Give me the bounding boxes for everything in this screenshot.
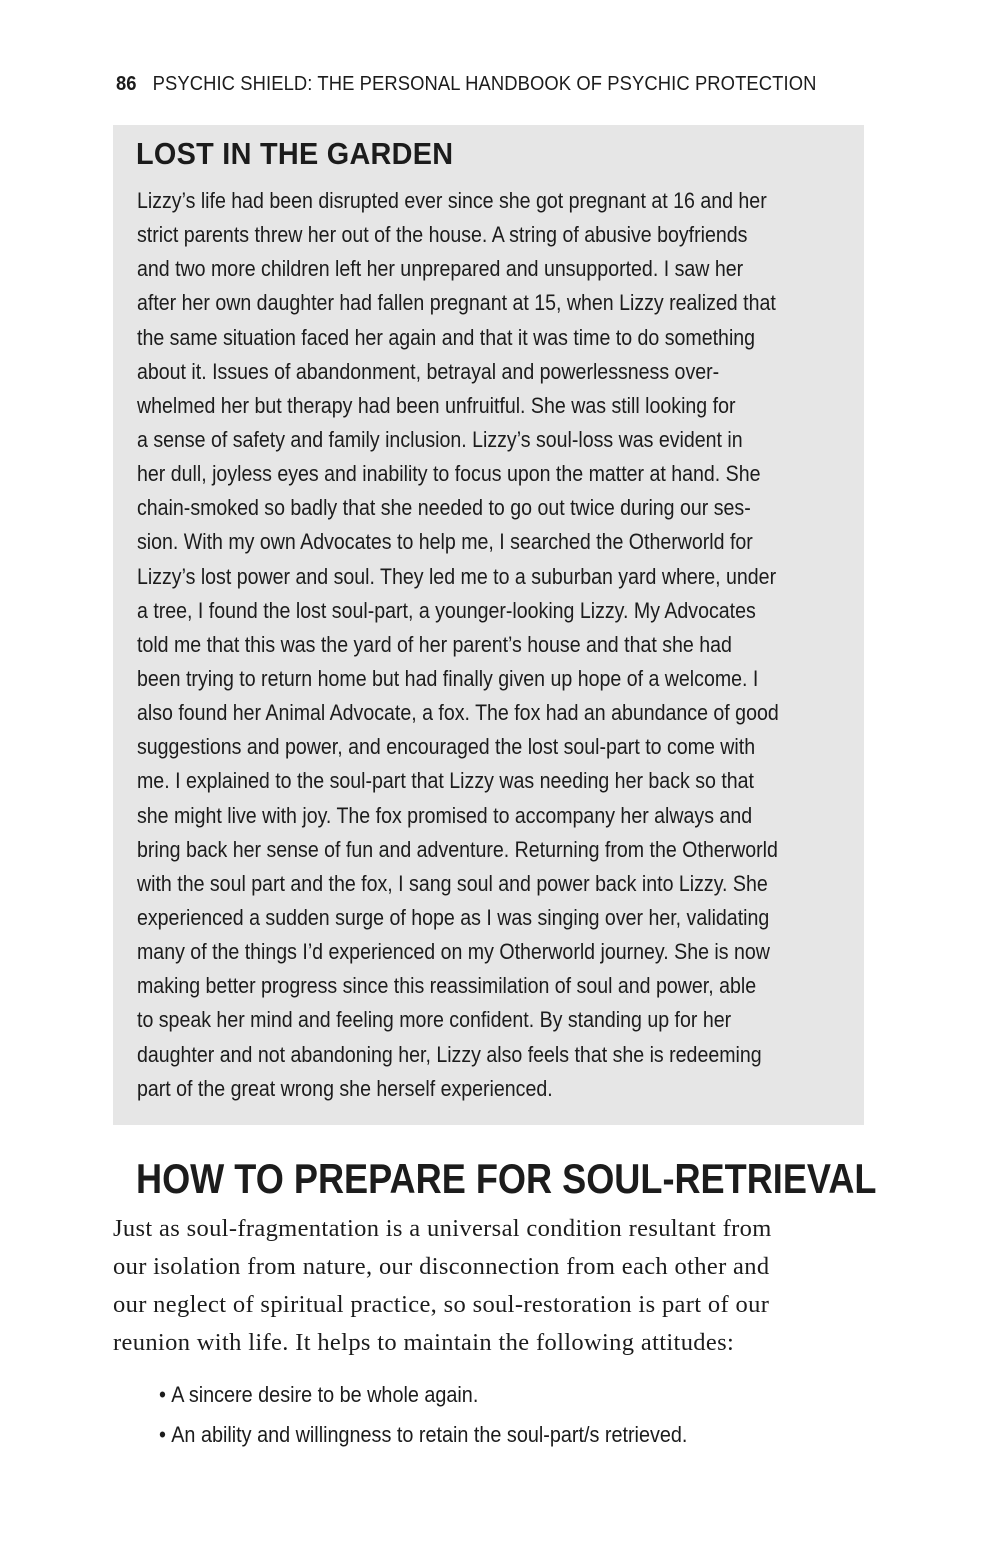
sidebar-text-line: been trying to return home but had finally given up hope of a welcome. I [137, 665, 759, 691]
sidebar-text-line: about it. Issues of abandonment, betrayal and powerlessness over- [137, 358, 720, 384]
bullet-item [159, 1415, 775, 1455]
sidebar-text-line: a tree, I found the lost soul-part, a younger-looking Lizzy. My Advocates [137, 597, 756, 623]
sidebar-text-line: and two more children left her unprepared and unsupported. I saw her [137, 256, 744, 282]
sidebar-body [137, 184, 833, 1106]
book-title: PSYCHIC SHIELD: THE PERSONAL HANDBOOK OF PSYCHIC PROTECTION [152, 73, 817, 95]
sidebar-text-line: told me that this was the yard of her parent’s house and that she had [137, 631, 732, 657]
sidebar-text-line: her dull, joyless eyes and inability to focus upon the matter at hand. She [137, 461, 761, 487]
sidebar-text-line: many of the things I’d experienced on my Otherworld journey. She is now [137, 939, 770, 965]
sidebar-text-line: me. I explained to the soul-part that Lizzy was needing her back so that [137, 768, 754, 794]
section-heading: HOW TO PREPARE FOR SOUL-RETRIEVAL [136, 1155, 877, 1202]
bullet-item [159, 1375, 775, 1415]
case-study-sidebar [113, 125, 864, 1125]
running-head [116, 66, 815, 102]
section-paragraph [113, 1210, 873, 1362]
paragraph-line: Just as soul-fragmentation is a universal condition resultant from [113, 1215, 772, 1242]
sidebar-text-line: after her own daughter had fallen pregnant at 15, when Lizzy realized that [137, 290, 776, 316]
sidebar-text-line: to speak her mind and feeling more confident. By standing up for her [137, 1007, 732, 1033]
sidebar-text-line: bring back her sense of fun and adventure. Returning from the Otherworld [137, 836, 778, 862]
sidebar-text-line: suggestions and power, and encouraged the lost soul-part to come with [137, 734, 756, 760]
paragraph-line: reunion with life. It helps to maintain the following attitudes: [113, 1329, 735, 1356]
sidebar-text-line: part of the great wrong she herself experienced. [137, 1075, 553, 1101]
sidebar-text-line: strict parents threw her out of the house. A string of abusive boyfriends [137, 222, 748, 248]
sidebar-text-line: she might live with joy. The fox promised to accompany her always and [137, 802, 753, 828]
sidebar-text-line: daughter and not abandoning her, Lizzy also feels that she is redeeming [137, 1041, 762, 1067]
sidebar-text-line: chain-smoked so badly that she needed to go out twice during our ses- [137, 495, 751, 521]
bullet-text: A sincere desire to be whole again. [171, 1382, 479, 1407]
bullet-icon: • [159, 1422, 166, 1447]
sidebar-text-line: also found her Animal Advocate, a fox. The fox had an abundance of good [137, 700, 779, 726]
sidebar-text-line: sion. With my own Advocates to help me, I searched the Otherworld for [137, 529, 753, 555]
sidebar-text-line: experienced a sudden surge of hope as I was singing over her, validating [137, 904, 770, 930]
sidebar-text-line: the same situation faced her again and that it was time to do something [137, 324, 756, 350]
sidebar-text-line: Lizzy’s lost power and soul. They led me to a suburban yard where, under [137, 563, 777, 589]
paragraph-line: our neglect of spiritual practice, so soul-restoration is part of our [113, 1291, 770, 1318]
sidebar-text-line: a sense of safety and family inclusion. Lizzy’s soul-loss was evident in [137, 426, 743, 452]
sidebar-text-line: Lizzy’s life had been disrupted ever since she got pregnant at 16 and her [137, 188, 767, 213]
bullet-icon: • [159, 1382, 166, 1407]
bullet-text: An ability and willingness to retain the soul-part/s retrieved. [171, 1422, 688, 1447]
sidebar-text-line: making better progress since this reassimilation of soul and power, able [137, 973, 757, 999]
page-number: 86 [116, 73, 137, 95]
bullet-list [159, 1375, 775, 1455]
sidebar-text-line: whelmed her but therapy had been unfruitful. She was still looking for [137, 392, 736, 418]
sidebar-text-line: with the soul part and the fox, I sang soul and power back into Lizzy. She [137, 870, 768, 896]
paragraph-line: our isolation from nature, our disconnection from each other and [113, 1253, 770, 1280]
sidebar-title: LOST IN THE GARDEN [136, 136, 454, 171]
